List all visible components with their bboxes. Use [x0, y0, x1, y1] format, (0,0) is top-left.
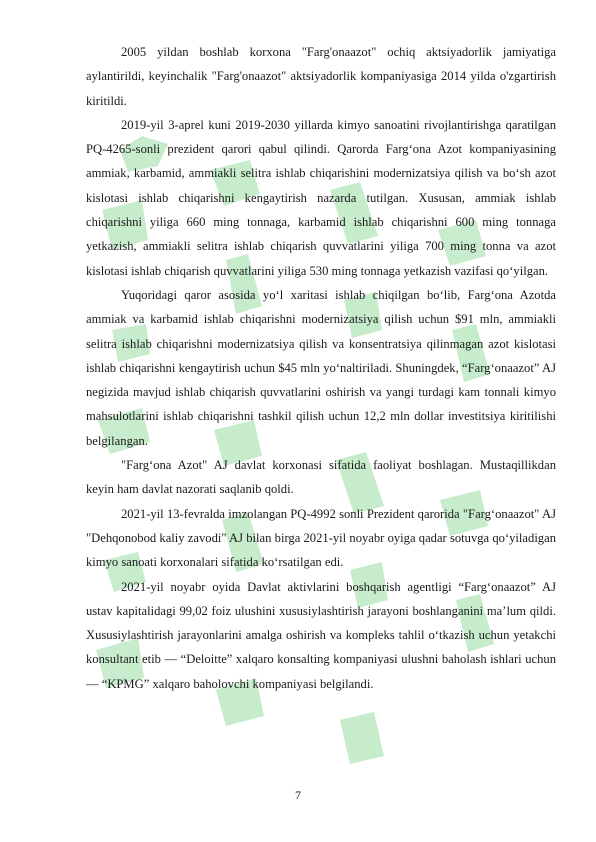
page-number: 7 — [295, 788, 301, 802]
paragraph: 2021-yil 13-fevralda imzolangan PQ-4992 sonli Prezident qarorida "Farg‘onaazot" AJ "Dehqonobod kaliy zavodi" AJ bilan birga 2021-yil noyabr oyiga qadar sotuvga qo‘yiladigan kimyo sanoati korxonalari sifatida ko‘rsatilgan edi. — [86, 506, 556, 570]
paragraph: 2019-yil 3-aprel kuni 2019-2030 yillarda kimyo sanoatini rivojlantirishga qaratilgan PQ-4265-sonli prezident qarori qabul qilindi. Qarorda Farg‘ona Azot kompaniyasining ammiak, karbamid, ammiakli selitra ishlab chiqarishini modernizatsiya qilish va bo‘sh azot kislotasi ishlab chiqarishni kengaytirish nazarda tutilgan. Xususan, ammiak ishlab chiqarishni yiliga 660 ming tonnaga, karbamid ishlab chiqarishni 600 ming tonnaga yetkazish, ammiakli selitra ishlab chiqarish quvvatlarini yiliga 700 ming tonna va azot kislotasi ishlab chiqarish quvvatlarini yiliga 530 ming tonnaga yetkazish vazifasi qo‘yilgan. — [86, 117, 556, 278]
paragraph: Yuqoridagi qaror asosida yo‘l xaritasi ishlab chiqilgan bo‘lib, Farg‘ona Azotda ammiak va karbamid ishlab chiqarishni modernizatsiya qilish uchun $91 mln, ammiakli selitra ishlab chiqarishni modernizatsiya qilish va konsentratsiya qilinmagan azot kislotasi ishlab chiqarishni kengaytirish uchun $45 mln yo‘naltiriladi. Shuningdek, “Farg‘onaazot” AJ negizida mavjud ishlab chiqarish quvvatlarini oshirish va yangi turdagi kam tonnali kimyo mahsulotlarini ishlab chiqarishni tashkil qilish uchun 12,2 mln dollar investitsiya kiritilishi belgilangan. — [86, 287, 556, 448]
paragraph: "Farg‘ona Azot" AJ davlat korxonasi sifatida faoliyat boshlagan. Mustaqillikdan keyin ham davlat nazorati saqlanib qoldi. — [86, 458, 556, 497]
page-body — [86, 40, 556, 696]
paragraph: 2021-yil noyabr oyida Davlat aktivlarini boshqarish agentligi “Farg‘onaazot” AJ ustav kapitalidagi 99,02 foiz ulushini xususiylashtirish jarayoni boshlanganini ma’lum qildi. Xususiylashtirish jarayonlarini amalga oshirish va kompleks tahlil o‘tkazish uchun yetakchi konsultant etib — “Deloitte” xalqaro konsalting kompaniyasi ulushni baholash ishlari uchun — “KPMG” xalqaro baholovchi kompaniyasi belgilandi. — [86, 579, 556, 691]
paragraph: 2005 yildan boshlab korxona "Farg'onaazot" ochiq aktsiyadorlik jamiyatiga aylantirildi, keyinchalik "Farg'onaazot" aktsiyadorlik kompaniyasiga 2014 yilda o'zgartirish kiritildi. — [86, 45, 556, 108]
